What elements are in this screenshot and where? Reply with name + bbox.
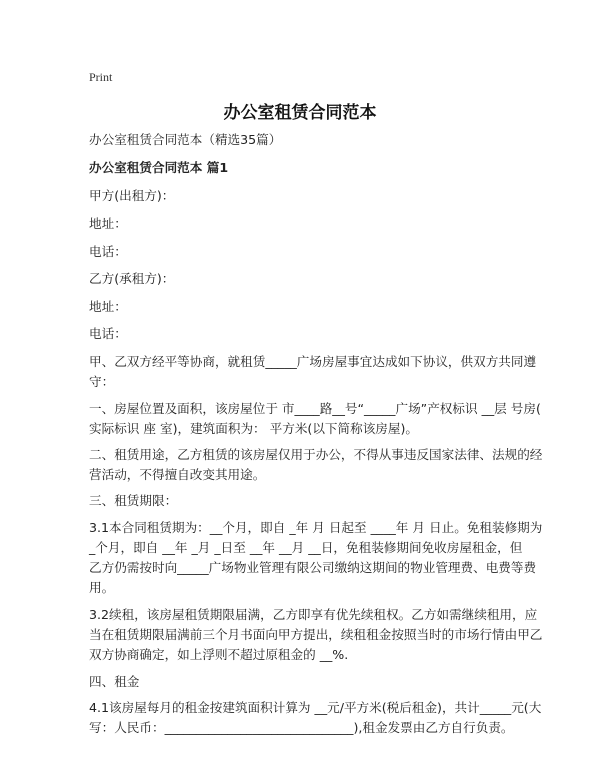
section-2-line-1: 二、租赁用途，乙方租赁的该房屋仅用于办公，不得从事违反国家法律、法规的经 [89, 447, 543, 462]
clause-3-2-line-3: 双方协商确定，如上浮则不超过原租金的 __%. [89, 647, 349, 662]
clause-3-1-line-1: 3.1本合同租赁期为：__个月，即自 _年 月 日起至 ____年 月 日止。免租装修期为 [89, 520, 543, 535]
lessee-phone: 电话： [89, 326, 127, 341]
clause-3-1-line-4: 用。 [89, 580, 115, 595]
intro-line-2: 守： [89, 374, 115, 389]
lessor-phone: 电话： [89, 244, 127, 259]
lessor-address: 地址： [89, 216, 127, 231]
clause-3-2-line-1: 3.2续租，该房屋租赁期限届满，乙方即享有优先续租权。乙方如需继续租用，应 [89, 607, 538, 622]
subtitle: 办公室租赁合同范本（精选35篇） [89, 132, 282, 147]
print-label: Print [89, 70, 113, 84]
intro-line-1: 甲、乙双方经平等协商，就租赁_____广场房屋事宜达成如下协议，供双方共同遵 [89, 354, 537, 369]
section-2-line-2: 营活动，不得擅自改变其用途。 [89, 467, 266, 482]
section-4-heading: 四、租金 [89, 674, 140, 689]
clause-3-2-line-2: 当在租赁期限届满前三个月书面向甲方提出，续租租金按照当时的市场行情由甲乙 [89, 627, 543, 642]
section-3-heading: 三、租赁期限： [89, 493, 178, 508]
section-1-line-2: 实际标识 座 室)，建筑面积为： 平方米(以下简称该房屋)。 [89, 421, 418, 436]
page-title: 办公室租赁合同范本 [223, 103, 377, 123]
clause-3-1-line-3: 乙方仍需按时向_____广场物业管理有限公司缴纳这期间的物业管理费、电费等费 [89, 560, 537, 575]
lessee-address: 地址： [89, 299, 127, 314]
clause-4-1-line-2: 写：人民币：______________________________),租金发票由乙方自行负责。 [89, 720, 514, 735]
lessor-label: 甲方(出租方)： [89, 188, 175, 203]
clause-3-1-line-2: _个月，即自 __年 _月 _日至 __年 __月 __日，免租装修期间免收房屋租金，但 [89, 540, 523, 555]
lessee-label: 乙方(承租方)： [89, 271, 175, 286]
section-1-line-1: 一、房屋位置及面积，该房屋位于 市____路__号“_____广场”产权标识 __层 号房( [89, 401, 541, 416]
clause-4-1-line-1: 4.1该房屋每月的租金按建筑面积计算为 __元/平方米(税后租金)，共计_____元(大 [89, 700, 542, 715]
section-title: 办公室租赁合同范本 篇1 [89, 160, 229, 175]
